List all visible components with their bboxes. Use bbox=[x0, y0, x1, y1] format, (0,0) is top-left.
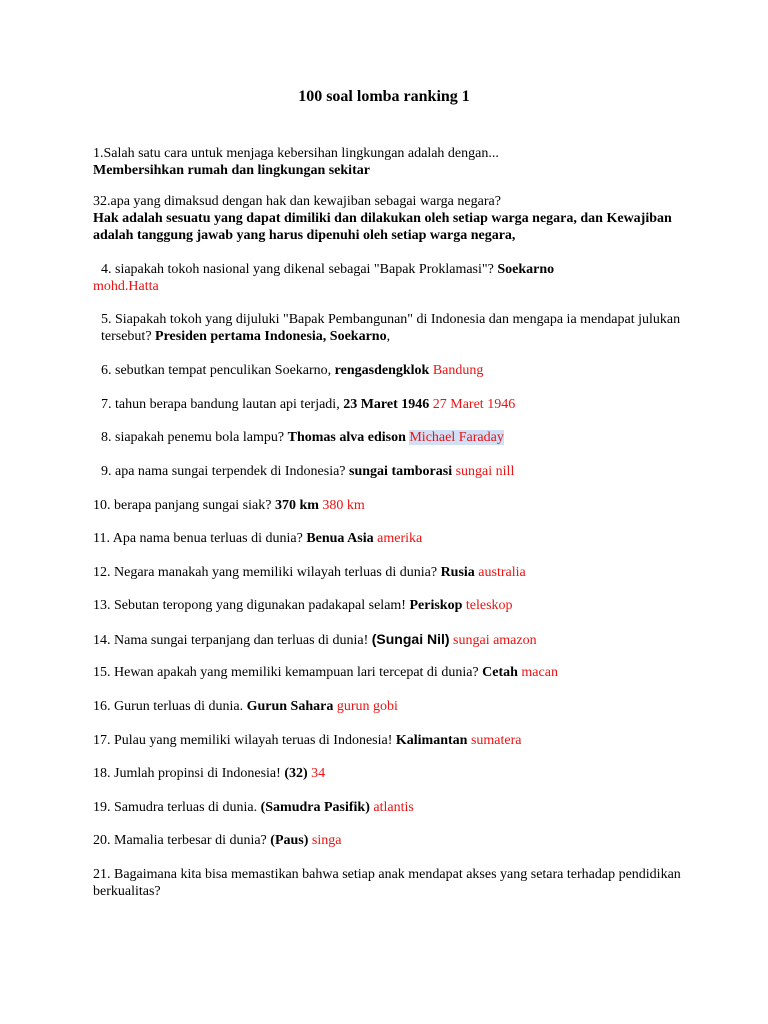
question-text: 1.Salah satu cara untuk menjaga kebersihan lingkungan adalah dengan... bbox=[93, 146, 499, 161]
correct-answer: Membersihkan rumah dan lingkungan sekitar bbox=[93, 163, 370, 178]
question-item bbox=[93, 463, 701, 480]
correct-answer: (Paus) bbox=[270, 833, 309, 848]
question-item bbox=[93, 362, 701, 379]
question-item bbox=[93, 145, 693, 179]
correct-answer: Benua Asia bbox=[306, 531, 374, 546]
question-item bbox=[93, 193, 693, 244]
wrong-answer: sumatera bbox=[470, 733, 522, 748]
wrong-answer: sungai nill bbox=[455, 464, 515, 479]
wrong-answer: 34 bbox=[311, 766, 326, 781]
correct-answer: (Samudra Pasifik) bbox=[260, 800, 370, 815]
correct-answer: Rusia bbox=[440, 565, 475, 580]
question-text: 12. Negara manakah yang memiliki wilayah terluas di dunia? bbox=[93, 565, 438, 580]
wrong-answer: atlantis bbox=[373, 800, 414, 815]
wrong-answer: australia bbox=[478, 565, 526, 580]
question-text: 14. Nama sungai terpanjang dan terluas di dunia! bbox=[93, 633, 369, 648]
wrong-answer: gurun gobi bbox=[336, 699, 398, 714]
question-text: 9. apa nama sungai terpendek di Indonesia? bbox=[101, 464, 346, 479]
correct-answer: Periskop bbox=[409, 598, 463, 613]
correct-answer: Cetah bbox=[482, 665, 518, 680]
correct-answer: Presiden pertama Indonesia, Soekarno bbox=[155, 329, 387, 344]
question-text: 21. Bagaimana kita bisa memastikan bahwa setiap anak mendapat akses yang setara terhadap pendidikan berkualitas? bbox=[93, 867, 681, 899]
question-text: 13. Sebutan teropong yang digunakan padakapal selam! bbox=[93, 598, 406, 613]
question-item bbox=[93, 311, 701, 345]
question-item bbox=[93, 429, 701, 446]
document-title: 100 soal lomba ranking 1 bbox=[298, 88, 470, 105]
question-item bbox=[93, 732, 693, 749]
question-item-continued bbox=[93, 278, 693, 295]
question-item bbox=[93, 497, 693, 514]
question-item bbox=[93, 564, 693, 581]
question-text: 19. Samudra terluas di dunia. bbox=[93, 800, 258, 815]
correct-answer: Kalimantan bbox=[395, 733, 468, 748]
correct-answer: Gurun Sahara bbox=[246, 699, 334, 714]
question-text: 17. Pulau yang memiliki wilayah teruas di Indonesia! bbox=[93, 733, 393, 748]
question-item bbox=[93, 866, 693, 900]
wrong-answer: mohd.Hatta bbox=[93, 279, 159, 294]
question-text: 20. Mamalia terbesar di dunia? bbox=[93, 833, 267, 848]
question-item bbox=[93, 664, 693, 681]
question-item bbox=[93, 261, 701, 278]
question-item bbox=[93, 799, 693, 816]
correct-answer: Hak adalah sesuatu yang dapat dimiliki dan dilakukan oleh setiap warga negara, dan Kewajiban adalah tanggung jawab yang harus dipenuhi oleh setiap warga negara, bbox=[93, 211, 672, 243]
correct-answer: (32) bbox=[284, 766, 308, 781]
question-item bbox=[93, 631, 693, 649]
wrong-answer: macan bbox=[521, 665, 558, 680]
question-text: 11. Apa nama benua terluas di dunia? bbox=[93, 531, 303, 546]
question-text: 8. siapakah penemu bola lampu? bbox=[101, 430, 285, 445]
question-text: 5. Siapakah tokoh yang dijuluki "Bapak Pembangunan" di Indonesia dan mengapa ia mendapat julukan tersebut? bbox=[101, 312, 681, 344]
question-text: 6. sebutkan tempat penculikan Soekarno, bbox=[101, 363, 332, 378]
question-text: 15. Hewan apakah yang memiliki kemampuan lari tercepat di dunia? bbox=[93, 665, 479, 680]
correct-answer: (Sungai Nil) bbox=[371, 631, 450, 647]
question-item bbox=[93, 530, 693, 547]
question-text: 4. siapakah tokoh nasional yang dikenal sebagai "Bapak Proklamasi"? bbox=[101, 262, 494, 277]
answer-tail: , bbox=[386, 329, 391, 344]
wrong-answer: amerika bbox=[377, 531, 423, 546]
wrong-answer: Bandung bbox=[432, 363, 484, 378]
question-text: 18. Jumlah propinsi di Indonesia! bbox=[93, 766, 281, 781]
question-item bbox=[93, 396, 701, 413]
correct-answer: rengasdengklok bbox=[334, 363, 430, 378]
question-item bbox=[93, 698, 693, 715]
wrong-answer: singa bbox=[311, 833, 342, 848]
wrong-answer: 380 km bbox=[322, 498, 365, 513]
wrong-answer: 27 Maret 1946 bbox=[432, 397, 516, 412]
correct-answer: 370 km bbox=[274, 498, 319, 513]
question-item bbox=[93, 832, 693, 849]
wrong-answer: teleskop bbox=[465, 598, 513, 613]
correct-answer: 23 Maret 1946 bbox=[343, 397, 430, 412]
question-text: 7. tahun berapa bandung lautan api terjadi, bbox=[101, 397, 340, 412]
correct-answer: sungai tamborasi bbox=[349, 464, 453, 479]
correct-answer: Soekarno bbox=[497, 262, 555, 277]
question-text: 32.apa yang dimaksud dengan hak dan kewajiban sebagai warga negara? bbox=[93, 194, 501, 209]
correct-answer: Thomas alva edison bbox=[287, 430, 406, 445]
question-item bbox=[93, 597, 693, 614]
wrong-answer-highlighted[interactable]: Michael Faraday bbox=[409, 430, 504, 445]
wrong-answer: sungai amazon bbox=[453, 633, 537, 648]
question-text: 10. berapa panjang sungai siak? bbox=[93, 498, 272, 513]
question-text: 16. Gurun terluas di dunia. bbox=[93, 699, 244, 714]
question-item bbox=[93, 765, 693, 782]
